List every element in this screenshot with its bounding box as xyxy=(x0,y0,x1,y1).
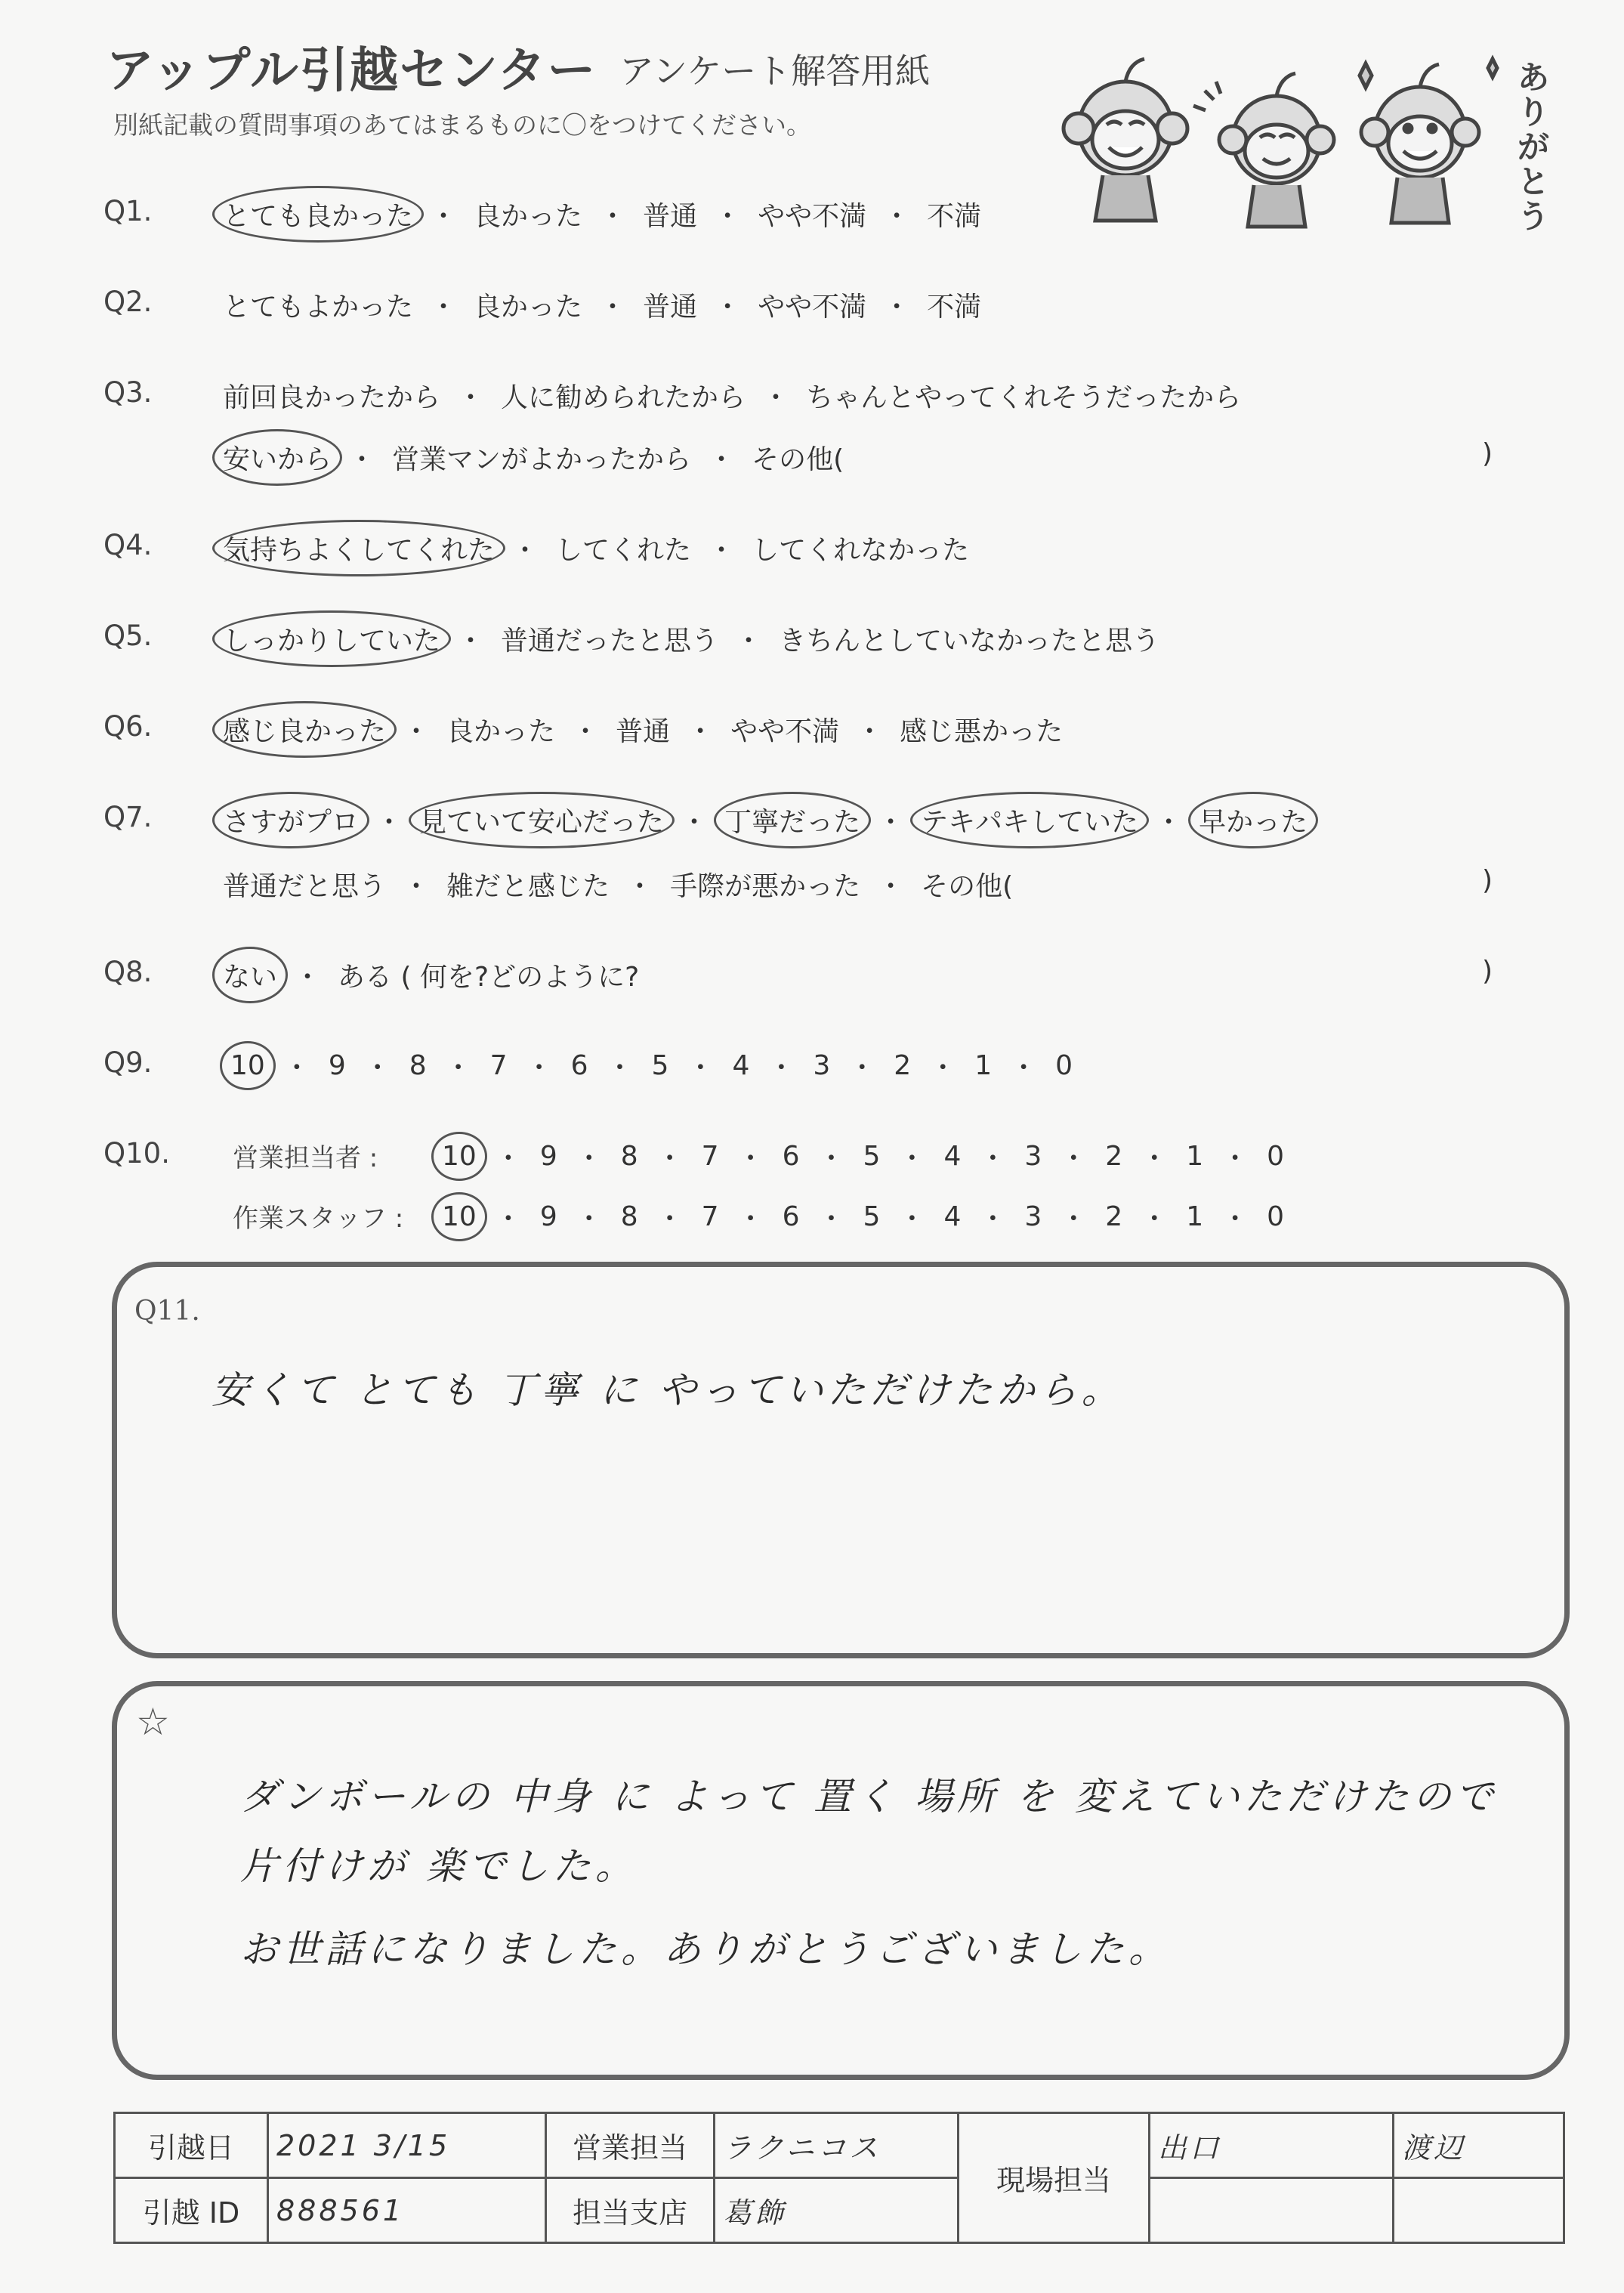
q7-option[interactable]: 手際が悪かった xyxy=(670,871,861,902)
q10-sales-score[interactable]: 1 xyxy=(1186,1141,1204,1172)
q4-options: 気持ちよくしてくれた ・ してくれた ・ してくれなかった xyxy=(223,529,969,567)
q10-staff-scale: 10 ・ 9 ・ 8 ・ 7 ・ 6 ・ 5 ・ 4 ・ 3 ・ 2 ・ 1 ・ 0 xyxy=(442,1201,1285,1235)
q10-sales-score[interactable]: 7 xyxy=(701,1141,719,1172)
form-subtitle: アンケート解答用紙 xyxy=(619,51,931,91)
comment-line: お世話になりました。ありがとうございました。 xyxy=(240,1927,1171,1971)
q6-option[interactable]: 感じ悪かった xyxy=(900,716,1064,747)
q9-score[interactable]: 4 xyxy=(732,1050,750,1081)
q3-option[interactable]: ちゃんとやってくれそうだったから xyxy=(806,382,1242,413)
q3-option[interactable]: 前回良かったから xyxy=(223,382,441,413)
q10-sales-score[interactable]: 9 xyxy=(539,1141,557,1172)
q3-options-row1: 前回良かったから ・ 人に勧められたから ・ ちゃんとやってくれそうだったから xyxy=(223,376,1241,415)
q2-option[interactable]: とてもよかった xyxy=(223,292,414,323)
q3-option[interactable]: 営業マンがよかったから xyxy=(392,444,692,475)
branch-value[interactable]: 葛飾 xyxy=(715,2178,959,2243)
site-rep-label: 現場担当 xyxy=(959,2113,1150,2243)
q10-sales-score[interactable]: 6 xyxy=(782,1141,800,1172)
q6-label: Q6. xyxy=(103,710,153,743)
q2-options: とてもよかった ・ 良かった ・ 普通 ・ やや不満 ・ 不満 xyxy=(223,286,981,324)
q7-option-other[interactable]: その他( xyxy=(921,871,1014,902)
q7-options-row1: さすがプロ ・ 見ていて安心だった ・ 丁寧だった ・ テキパキしていた ・ 早かった xyxy=(223,801,1308,839)
q6-options: 感じ良かった ・ 良かった ・ 普通 ・ やや不満 ・ 感じ悪かった xyxy=(223,710,1063,749)
illustration-thanks-text: ありがとう xyxy=(1517,59,1549,235)
q7-option-selected[interactable]: 早かった xyxy=(1199,801,1308,839)
form-title: アップル引越センター xyxy=(106,43,597,99)
q10-sales-score[interactable]: 3 xyxy=(1024,1141,1042,1172)
branch-label: 担当支店 xyxy=(546,2178,715,2243)
q9-score[interactable]: 3 xyxy=(813,1050,831,1081)
q9-score-selected[interactable]: 10 xyxy=(230,1050,265,1081)
q5-option-selected[interactable]: しっかりしていた xyxy=(223,620,440,658)
q5-option[interactable]: 普通だったと思う xyxy=(501,626,719,657)
sales-rep-label: 営業担当 xyxy=(546,2113,715,2178)
move-id-label: 引越 ID xyxy=(115,2178,268,2243)
q10-staff-label: 作業スタッフ : xyxy=(233,1204,404,1234)
q7-option[interactable]: 普通だと思う xyxy=(223,871,387,902)
q3-option-other[interactable]: その他( xyxy=(752,444,844,475)
q3-close-paren: ) xyxy=(1482,438,1493,469)
q10-staff-score[interactable]: 3 xyxy=(1024,1201,1042,1232)
q8-option[interactable]: ある ( 何を?どのように? xyxy=(338,962,640,993)
q2-option[interactable]: 普通 xyxy=(643,292,698,323)
q4-option[interactable]: してくれなかった xyxy=(752,535,970,566)
q9-score[interactable]: 8 xyxy=(409,1050,427,1081)
monkey-mascot-illustration xyxy=(1042,45,1511,242)
q11-answer-box[interactable] xyxy=(112,1262,1570,1658)
q10-staff-score[interactable]: 2 xyxy=(1105,1201,1123,1232)
q10-staff-score[interactable]: 9 xyxy=(539,1201,557,1232)
q9-score[interactable]: 0 xyxy=(1055,1050,1073,1081)
q11-answer-text: 安くて とても 丁寧 に やっていただけたから。 xyxy=(211,1368,1124,1412)
q7-option-selected[interactable]: さすがプロ xyxy=(223,801,359,839)
q8-option-selected[interactable]: ない xyxy=(223,956,277,994)
q10-staff-score[interactable]: 6 xyxy=(782,1201,800,1232)
q3-option[interactable]: 人に勧められたから xyxy=(501,382,746,413)
q8-label: Q8. xyxy=(103,956,153,988)
q10-sales-score[interactable]: 5 xyxy=(863,1141,881,1172)
q10-staff-score[interactable]: 4 xyxy=(943,1201,962,1232)
site-rep-empty-2[interactable] xyxy=(1394,2178,1564,2243)
q10-staff-score[interactable]: 8 xyxy=(620,1201,638,1232)
q10-sales-score-selected[interactable]: 10 xyxy=(442,1141,477,1172)
q5-options: しっかりしていた ・ 普通だったと思う ・ きちんとしていなかったと思う xyxy=(223,620,1159,658)
q1-option[interactable]: 良かった xyxy=(474,201,583,232)
q10-sales-score[interactable]: 0 xyxy=(1267,1141,1285,1172)
q3-label: Q3. xyxy=(103,376,153,409)
q1-label: Q1. xyxy=(103,195,153,227)
move-info-table xyxy=(113,2112,1565,2244)
q1-option[interactable]: 普通 xyxy=(643,201,698,232)
site-rep-empty-1[interactable] xyxy=(1150,2178,1394,2243)
q9-label: Q9. xyxy=(103,1046,153,1079)
q1-option-selected[interactable]: とても良かった xyxy=(223,195,413,233)
q10-sales-score[interactable]: 4 xyxy=(943,1141,962,1172)
q5-label: Q5. xyxy=(103,620,153,652)
q3-options-row2: 安いから ・ 営業マンがよかったから ・ その他( xyxy=(223,438,844,477)
move-date-label: 引越日 xyxy=(115,2113,268,2178)
q4-label: Q4. xyxy=(103,529,153,561)
move-id-value[interactable]: 888561 xyxy=(268,2178,546,2243)
q5-option[interactable]: きちんとしていなかったと思う xyxy=(779,626,1160,657)
q9-score[interactable]: 2 xyxy=(894,1050,912,1081)
q2-option[interactable]: 良かった xyxy=(474,292,583,323)
q7-option-selected[interactable]: 丁寧だった xyxy=(724,801,860,839)
q10-staff-score[interactable]: 1 xyxy=(1186,1201,1204,1232)
q9-score[interactable]: 1 xyxy=(974,1050,993,1081)
q10-sales-scale: 10 ・ 9 ・ 8 ・ 7 ・ 6 ・ 5 ・ 4 ・ 3 ・ 2 ・ 1 ・ 0 xyxy=(442,1141,1285,1174)
q1-option[interactable]: やや不満 xyxy=(758,201,867,232)
q10-label: Q10. xyxy=(103,1137,170,1170)
q1-option[interactable]: 不満 xyxy=(927,201,982,232)
q7-option-selected[interactable]: 見ていて安心だった xyxy=(419,801,664,839)
comment-line: ダンボールの 中身 に よって 置く 場所 を 変えていただけたので xyxy=(240,1775,1498,1819)
q9-score[interactable]: 5 xyxy=(651,1050,669,1081)
q10-staff-score[interactable]: 5 xyxy=(863,1201,881,1232)
q9-score[interactable]: 6 xyxy=(570,1050,588,1081)
q2-option[interactable]: 不満 xyxy=(927,292,982,323)
q7-close-paren: ) xyxy=(1482,865,1493,896)
move-date-value[interactable]: 2021 3/15 xyxy=(268,2113,546,2178)
q10-staff-score[interactable]: 0 xyxy=(1267,1201,1285,1232)
q10-staff-score-selected[interactable]: 10 xyxy=(442,1201,477,1232)
q4-option[interactable]: してくれた xyxy=(555,535,692,566)
q1-options: とても良かった ・ 良かった ・ 普通 ・ やや不満 ・ 不満 xyxy=(223,195,981,233)
instruction-text: 別紙記載の質問事項のあてはまるものに〇をつけてください。 xyxy=(113,110,811,140)
site-rep-value-2[interactable]: 渡辺 xyxy=(1394,2113,1564,2178)
star-icon: ☆ xyxy=(136,1700,170,1744)
q4-option-selected[interactable]: 気持ちよくしてくれた xyxy=(223,529,495,567)
q8-close-paren: ) xyxy=(1482,956,1493,987)
q2-option[interactable]: やや不満 xyxy=(758,292,867,323)
q9-score[interactable]: 7 xyxy=(489,1050,508,1081)
site-rep-value-1[interactable]: 出口 xyxy=(1150,2113,1394,2178)
sales-rep-value[interactable]: ラクニコス xyxy=(715,2113,959,2178)
q10-sales-label: 営業担当者 : xyxy=(233,1143,378,1173)
q8-options: ない ・ ある ( 何を?どのように? xyxy=(223,956,639,994)
q10-staff-score[interactable]: 7 xyxy=(701,1201,719,1232)
q6-option[interactable]: やや不満 xyxy=(730,716,840,747)
q10-sales-score[interactable]: 2 xyxy=(1105,1141,1123,1172)
q6-option[interactable]: 良かった xyxy=(446,716,556,747)
q6-option-selected[interactable]: 感じ良かった xyxy=(223,710,386,749)
q7-option-selected[interactable]: テキパキしていた xyxy=(921,801,1138,839)
q9-score[interactable]: 9 xyxy=(328,1050,346,1081)
q11-label: Q11. xyxy=(134,1296,200,1327)
q6-option[interactable]: 普通 xyxy=(616,716,671,747)
q7-label: Q7. xyxy=(103,801,153,833)
comment-line: 片付けが 楽でした。 xyxy=(240,1844,638,1888)
q3-option-selected[interactable]: 安いから xyxy=(223,438,332,477)
q10-sales-score[interactable]: 8 xyxy=(620,1141,638,1172)
q9-scale: 10 ・ 9 ・ 8 ・ 7 ・ 6 ・ 5 ・ 4 ・ 3 ・ 2 ・ 1 ・ 0 xyxy=(230,1050,1073,1083)
q2-label: Q2. xyxy=(103,286,153,318)
q7-options-row2: 普通だと思う ・ 雑だと感じた ・ 手際が悪かった ・ その他( xyxy=(223,865,1013,904)
q7-option[interactable]: 雑だと感じた xyxy=(446,871,610,902)
